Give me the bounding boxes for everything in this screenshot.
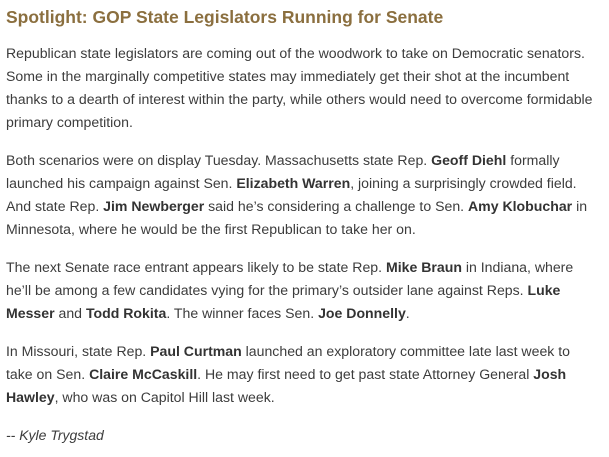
name-highlight: Amy Klobuchar bbox=[468, 198, 573, 214]
text-segment: . He may first need to get past state Attorney General bbox=[197, 366, 534, 382]
name-highlight: Elizabeth Warren bbox=[236, 175, 351, 191]
name-highlight: Geoff Diehl bbox=[431, 152, 507, 168]
paragraph bbox=[6, 340, 597, 409]
name-highlight: Luke Messer bbox=[6, 282, 561, 321]
text-segment: launched an exploratory committee late last week to take on Sen. bbox=[6, 343, 570, 382]
name-highlight: Josh Hawley bbox=[6, 366, 567, 405]
byline: -- Kyle Trygstad bbox=[6, 427, 104, 443]
text-segment: in Minnesota, where he would be the first Republican to take her on. bbox=[6, 198, 588, 237]
text-segment: The next Senate race entrant appears likely to be state Rep. bbox=[6, 259, 386, 275]
text-segment: . The winner faces Sen. bbox=[166, 305, 319, 321]
text-segment: in Indiana, where he’ll be among a few candidates vying for the primary’s outsider lane against Reps. bbox=[6, 259, 574, 298]
paragraph bbox=[6, 256, 597, 325]
name-highlight: Mike Braun bbox=[385, 259, 462, 275]
name-highlight: Jim Newberger bbox=[103, 198, 205, 214]
name-highlight: Paul Curtman bbox=[150, 343, 242, 359]
text-segment: Republican state legislators are coming out of the woodwork to take on Democratic senators. Some in the marginally competitive states may immediately get their shot at the incumbent thanks to a dearth of interest within the party, while others would need to overcome formidable primary competition. bbox=[6, 45, 593, 130]
text-segment: , joining a surprisingly crowded field. And state Rep. bbox=[6, 175, 577, 214]
text-segment: In Missouri, state Rep. bbox=[6, 343, 151, 359]
name-highlight: Claire McCaskill bbox=[89, 366, 198, 382]
paragraph bbox=[6, 42, 597, 134]
name-highlight: Todd Rokita bbox=[85, 305, 167, 321]
text-segment: , who was on Capitol Hill last week. bbox=[54, 389, 275, 405]
text-segment: and bbox=[54, 305, 86, 321]
text-segment: . bbox=[405, 305, 410, 321]
text-segment: said he’s considering a challenge to Sen. bbox=[204, 198, 468, 214]
article-body bbox=[6, 42, 597, 409]
text-segment: Both scenarios were on display Tuesday. Massachusetts state Rep. bbox=[6, 152, 432, 168]
article-title: Spotlight: GOP State Legislators Running for Senate bbox=[6, 7, 444, 27]
name-highlight: Joe Donnelly bbox=[318, 305, 406, 321]
text-segment: formally launched his campaign against Sen. bbox=[6, 152, 560, 191]
paragraph bbox=[6, 149, 597, 241]
